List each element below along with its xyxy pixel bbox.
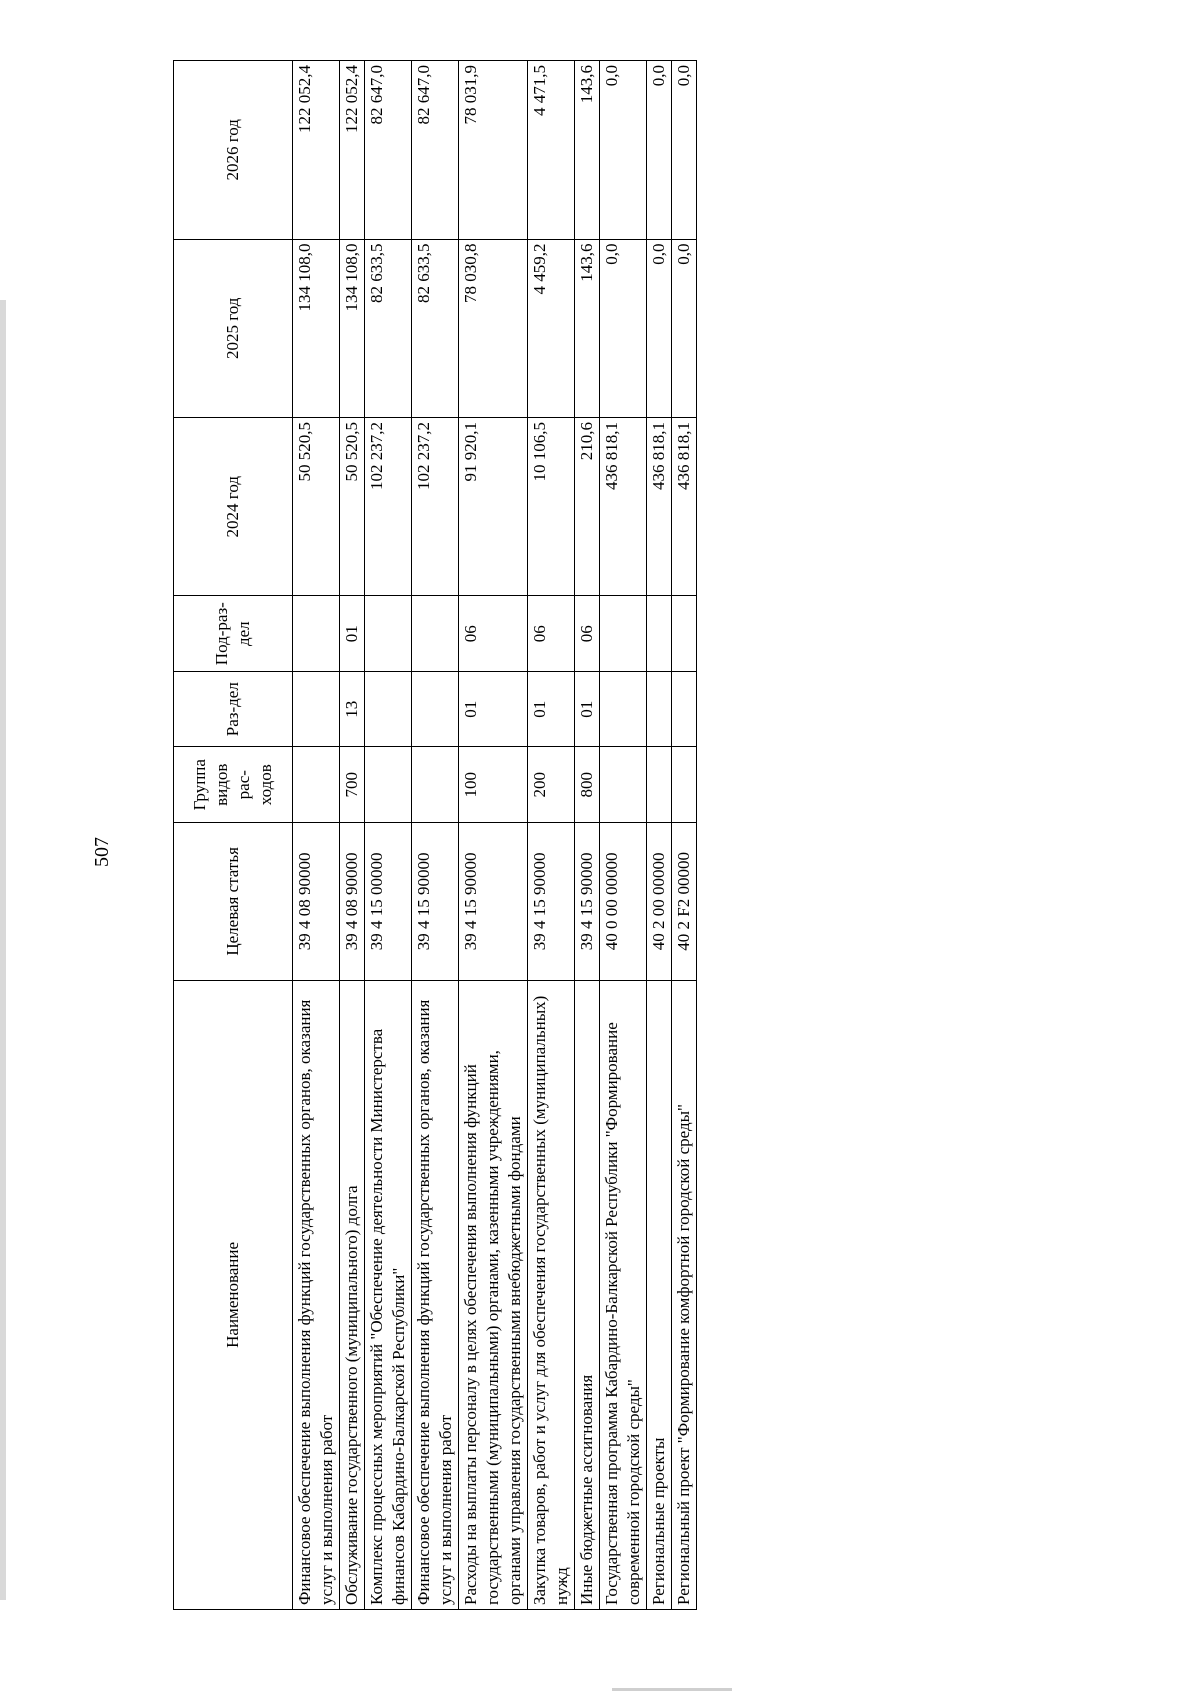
table-row (365, 61, 412, 1610)
rotated-table-area (173, 60, 1173, 1610)
cell-article: 39 4 08 90000 (293, 822, 340, 980)
cell-razdel (600, 671, 647, 747)
cell-y2026: 82 647,0 (412, 61, 459, 240)
cell-razdel (293, 671, 340, 747)
cell-y2026: 78 031,9 (459, 61, 528, 240)
cell-y2026: 122 052,4 (340, 61, 365, 240)
cell-razdel: 13 (340, 671, 365, 747)
cell-y2025: 82 633,5 (412, 239, 459, 417)
cell-group (672, 747, 697, 823)
header-name: Наименование (174, 980, 293, 1609)
cell-group (412, 747, 459, 823)
cell-group (647, 747, 672, 823)
header-group: Группа видов рас-ходов (174, 747, 293, 823)
header-razdel: Раз-дел (174, 671, 293, 747)
cell-article: 39 4 08 90000 (340, 822, 365, 980)
cell-group (600, 747, 647, 823)
cell-article: 39 4 15 90000 (459, 822, 528, 980)
cell-y2026: 0,0 (672, 61, 697, 240)
cell-podrazdel: 06 (459, 596, 528, 672)
cell-razdel (672, 671, 697, 747)
cell-name: Закупка товаров, работ и услуг для обеспечения государственных (муниципальных) нужд (528, 980, 575, 1609)
table-row (412, 61, 459, 1610)
table-row (575, 61, 600, 1610)
cell-group: 200 (528, 747, 575, 823)
cell-y2025: 0,0 (672, 239, 697, 417)
cell-name: Региональные проекты (647, 980, 672, 1609)
cell-group (293, 747, 340, 823)
header-2025: 2025 год (174, 239, 293, 417)
table-wrap (173, 60, 1037, 1610)
table-row (672, 61, 697, 1610)
header-article: Целевая статья (174, 822, 293, 980)
cell-y2024: 102 237,2 (412, 417, 459, 595)
cell-podrazdel: 06 (528, 596, 575, 672)
cell-y2025: 134 108,0 (293, 239, 340, 417)
cell-name: Финансовое обеспечение выполнения функций государственных органов, оказания услуг и выполнения работ (412, 980, 459, 1609)
cell-name: Расходы на выплаты персоналу в целях обеспечения выполнения функций государственными (муниципальными) органами, казенными учреждениями, органами управления государственными внебюджетными фондами (459, 980, 528, 1609)
cell-y2026: 82 647,0 (365, 61, 412, 240)
cell-group (365, 747, 412, 823)
cell-article: 40 0 00 00000 (600, 822, 647, 980)
cell-podrazdel: 06 (575, 596, 600, 672)
page-number: 507 (91, 837, 113, 867)
cell-y2025: 82 633,5 (365, 239, 412, 417)
cell-podrazdel (365, 596, 412, 672)
cell-y2024: 50 520,5 (340, 417, 365, 595)
cell-y2024: 50 520,5 (293, 417, 340, 595)
cell-group: 100 (459, 747, 528, 823)
cell-y2025: 143,6 (575, 239, 600, 417)
budget-table (173, 60, 697, 1610)
cell-y2026: 0,0 (647, 61, 672, 240)
cell-podrazdel (672, 596, 697, 672)
cell-y2024: 91 920,1 (459, 417, 528, 595)
cell-name: Региональный проект "Формирование комфортной городской среды" (672, 980, 697, 1609)
cell-podrazdel (293, 596, 340, 672)
table-row (340, 61, 365, 1610)
table-row (528, 61, 575, 1610)
cell-article: 40 2 00 00000 (647, 822, 672, 980)
cell-name: Государственная программа Кабардино-Балкарской Республики "Формирование современной городской среды" (600, 980, 647, 1609)
cell-razdel: 01 (459, 671, 528, 747)
table-row (459, 61, 528, 1610)
cell-y2024: 210,6 (575, 417, 600, 595)
cell-y2025: 0,0 (600, 239, 647, 417)
table-body (293, 61, 697, 1610)
table-row (293, 61, 340, 1610)
cell-y2024: 436 818,1 (647, 417, 672, 595)
cell-name: Комплекс процессных мероприятий "Обеспечение деятельности Министерства финансов Кабардино-Балкарской Республики" (365, 980, 412, 1609)
cell-name: Финансовое обеспечение выполнения функций государственных органов, оказания услуг и выполнения работ (293, 980, 340, 1609)
cell-y2025: 4 459,2 (528, 239, 575, 417)
cell-y2024: 10 106,5 (528, 417, 575, 595)
cell-group: 700 (340, 747, 365, 823)
cell-article: 39 4 15 90000 (528, 822, 575, 980)
cell-y2024: 102 237,2 (365, 417, 412, 595)
cell-article: 40 2 F2 00000 (672, 822, 697, 980)
table-header-row (174, 61, 293, 1610)
header-2024: 2024 год (174, 417, 293, 595)
table-row (647, 61, 672, 1610)
cell-y2025: 134 108,0 (340, 239, 365, 417)
cell-y2025: 78 030,8 (459, 239, 528, 417)
cell-y2026: 122 052,4 (293, 61, 340, 240)
cell-y2026: 0,0 (600, 61, 647, 240)
table-row (600, 61, 647, 1610)
scan-edge-mark (0, 300, 6, 1600)
cell-article: 39 4 15 90000 (575, 822, 600, 980)
header-2026: 2026 год (174, 61, 293, 240)
cell-article: 39 4 15 00000 (365, 822, 412, 980)
scan-bottom-mark (612, 1688, 732, 1691)
cell-razdel: 01 (575, 671, 600, 747)
cell-group: 800 (575, 747, 600, 823)
cell-y2026: 143,6 (575, 61, 600, 240)
cell-name: Иные бюджетные ассигнования (575, 980, 600, 1609)
cell-y2024: 436 818,1 (672, 417, 697, 595)
cell-article: 39 4 15 90000 (412, 822, 459, 980)
cell-podrazdel (600, 596, 647, 672)
cell-y2026: 4 471,5 (528, 61, 575, 240)
header-podrazdel: Под-раз-дел (174, 596, 293, 672)
cell-razdel: 01 (528, 671, 575, 747)
cell-podrazdel: 01 (340, 596, 365, 672)
cell-podrazdel (647, 596, 672, 672)
cell-razdel (647, 671, 672, 747)
cell-y2024: 436 818,1 (600, 417, 647, 595)
cell-razdel (412, 671, 459, 747)
cell-y2025: 0,0 (647, 239, 672, 417)
cell-name: Обслуживание государственного (муниципального) долга (340, 980, 365, 1609)
cell-razdel (365, 671, 412, 747)
cell-podrazdel (412, 596, 459, 672)
